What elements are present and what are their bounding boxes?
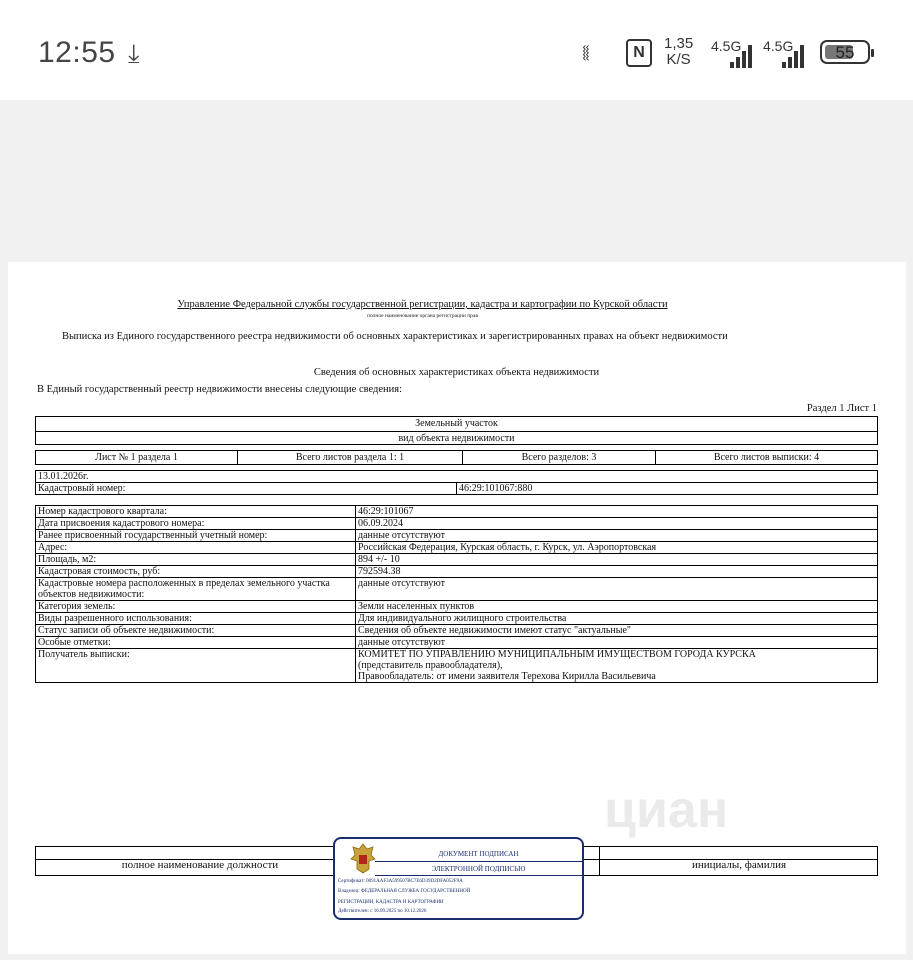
battery-icon: 55 xyxy=(820,40,870,64)
cadastral-number-label: Кадастровый номер: xyxy=(36,483,457,495)
stamp-line-2: ЭЛЕКТРОННОЙ ПОДПИСЬЮ xyxy=(431,865,526,873)
sheet-number: Лист № 1 раздела 1 xyxy=(36,451,238,464)
table-row: Ранее присвоенный государственный учетный номер: данные отсутствуют xyxy=(36,530,878,542)
recipient-value: КОМИТЕТ ПО УПРАВЛЕНИЮ МУНИЦИПАЛЬНЫМ ИМУЩЕСТВОМ ГОРОДА КУРСКА (представитель правообладателя), Правообладатель: от имени заявителя Терехова Кирилла Васильевича xyxy=(356,649,878,683)
table-row: Площадь, м2: 894 +/- 10 xyxy=(36,554,878,566)
network-speed: 1,35 K/S xyxy=(664,35,694,68)
signal-icon-2 xyxy=(782,44,806,68)
registration-authority: Управление Федеральной службы государственной регистрации, кадастра и картографии по Курской области xyxy=(177,299,668,310)
object-type-caption: вид объекта недвижимости xyxy=(398,433,515,444)
stamp-line-1: ДОКУМЕНТ ПОДПИСАН xyxy=(438,850,519,858)
object-type-box xyxy=(35,416,878,445)
table-row: Адрес: Российская Федерация, Курская область, г. Курск, ул. Аэропортовская xyxy=(36,542,878,554)
initials-caption: инициалы, фамилия xyxy=(691,859,787,871)
extract-sheets-total: Всего листов выписки: 4 xyxy=(713,452,820,463)
status-bar xyxy=(0,0,913,100)
position-caption: полное наименование должности xyxy=(121,859,279,871)
section-sheets-total: Всего листов раздела 1: 1 xyxy=(238,451,463,464)
section-sheet-label: Раздел 1 Лист 1 xyxy=(806,403,877,414)
table-row: Кадастровые номера расположенных в пределах земельного участка объектов недвижимости: данные отсутствуют xyxy=(36,578,878,601)
intro-text: В Единый государственный реестр недвижимости внесены следующие сведения: xyxy=(37,384,403,395)
table-row: Виды разрешенного использования: Для индивидуального жилищного строительства xyxy=(36,613,878,625)
signal-icon-1 xyxy=(730,44,754,68)
table-row: Категория земель: Земли населенных пунктов xyxy=(36,601,878,613)
section-title: Сведения об основных характеристиках объекта недвижимости xyxy=(313,367,600,378)
cian-watermark: циан xyxy=(604,781,729,839)
cadastral-number-value: 46:29:101067:880 xyxy=(457,483,878,495)
extract-title: Выписка из Единого государственного реестра недвижимости об основных характеристиках и зарегистрированных правах на объект недвижимости xyxy=(62,331,728,342)
stamp-owner-2: РЕГИСТРАЦИИ, КАДАСТРА И КАРТОГРАФИИ xyxy=(338,900,444,905)
authority-caption: полное наименование органа регистрации прав xyxy=(367,313,478,319)
table-row: Дата присвоения кадастрового номера: 06.09.2024 xyxy=(36,518,878,530)
table-row: Особые отметки: данные отсутствуют xyxy=(36,637,878,649)
characteristics-table xyxy=(35,505,878,683)
object-type: Земельный участок xyxy=(36,417,877,432)
nfc-icon: N xyxy=(626,39,652,67)
download-icon: ⤓ xyxy=(128,38,140,68)
sheet-info-row xyxy=(35,450,878,465)
table-row xyxy=(36,649,878,683)
recipient-label: Получатель выписки: xyxy=(36,649,356,683)
stamp-certificate: Сертификат: 0091AAF3A599507BC7E6D39D2DFA052F9A xyxy=(338,879,463,884)
network-type-2: 4.5G xyxy=(763,38,794,54)
stamp-validity: Действителен: с 16.09.2025 по 10.12.2026 xyxy=(338,909,427,914)
header-table xyxy=(35,470,878,495)
electronic-signature-stamp xyxy=(333,837,584,920)
stamp-owner: Владелец: ФЕДЕРАЛЬНАЯ СЛУЖБА ГОСУДАРСТВЕННОЙ xyxy=(338,889,471,894)
network-type-1: 4.5G xyxy=(711,38,742,54)
extract-date: 13.01.2026г. xyxy=(36,471,878,483)
table-row: Кадастровая стоимость, руб: 792594.38 xyxy=(36,566,878,578)
clock: 12:55 xyxy=(38,36,116,69)
table-row: Статус записи об объекте недвижимости: Сведения об объекте недвижимости имеют статус "актуальные" xyxy=(36,625,878,637)
vibrate-icon: ⧛ xyxy=(582,40,590,65)
sections-total: Всего разделов: 3 xyxy=(463,451,656,464)
table-row: Номер кадастрового квартала: 46:29:101067 xyxy=(36,506,878,518)
